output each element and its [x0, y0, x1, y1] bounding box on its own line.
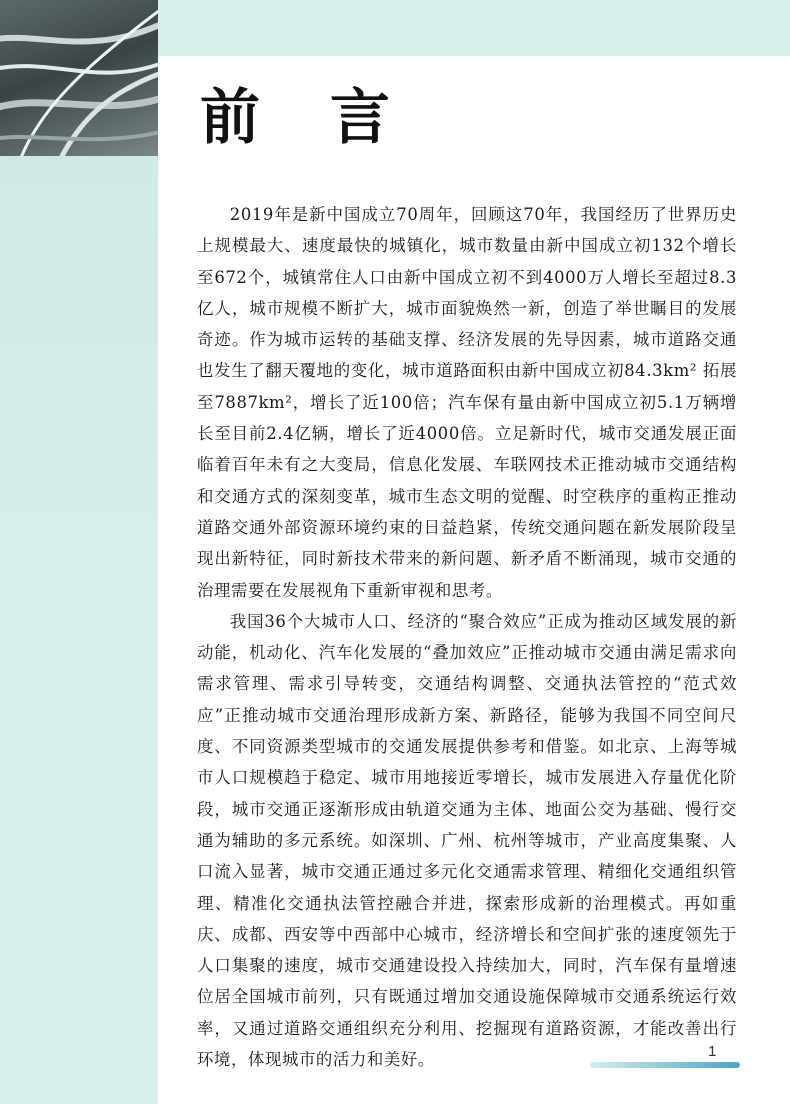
page-number-bar: [590, 1062, 740, 1068]
body-text: [197, 199, 737, 1075]
highway-interchange-photo: [0, 0, 158, 156]
page-number: 1: [708, 1043, 717, 1060]
top-accent-band: [158, 0, 790, 56]
page-title: 前言: [200, 83, 460, 153]
paragraph-1: 2019年是新中国成立70周年，回顾这70年，我国经历了世界历史上规模最大、速度最快的城镇化，城市数量由新中国成立初132个增长至672个，城镇常住人口由新中国成立初不到4000万人增长至超过8.3亿人，城市规模不断扩大，城市面貌焕然一新，创造了举世瞩目的发展奇迹。作为城市运转的基础支撑、经济发展的先导因素，城市道路交通也发生了翻天覆地的变化，城市道路面积由新中国成立初84.3km² 拓展至7887km²，增长了近100倍；汽车保有量由新中国成立初5.1万辆增长至目前2.4亿辆，增长了近4000倍。立足新时代，城市交通发展正面临着百年未有之大变局，信息化发展、车联网技术正推动城市交通结构和交通方式的深刻变革，城市生态文明的觉醒、时空秩序的重构正推动道路交通外部资源环境约束的日益趋紧，传统交通问题在新发展阶段呈现出新特征，同时新技术带来的新问题、新矛盾不断涌现，城市交通的治理需要在发展视角下重新审视和思考。: [197, 205, 737, 600]
paragraph-2: 我国36个大城市人口、经济的“聚合效应”正成为推动区域发展的新动能，机动化、汽车化发展的“叠加效应”正推动城市交通由满足需求向需求管理、需求引导转变，交通结构调整、交通执法管控的“范式效应”正推动城市交通治理形成新方案、新路径，能够为我国不同空间尺度、不同资源类型城市的交通发展提供参考和借鉴。如北京、上海等城市人口规模趋于稳定、城市用地接近零增长，城市发展进入存量优化阶段，城市交通正逐渐形成由轨道交通为主体、地面公交为基础、慢行交通为辅助的多元系统。如深圳、广州、杭州等城市，产业高度集聚、人口流入显著，城市交通正通过多元化交通需求管理、精细化交通组织管理、精准化交通执法管控融合并进，探索形成新的治理模式。再如重庆、成都、西安等中西部中心城市，经济增长和空间扩张的速度领先于人口集聚的速度，城市交通建设投入持续加大，同时，汽车保有量增速位居全国城市前列，只有既通过增加交通设施保障城市交通系统运行效率，又通过道路交通组织充分利用、挖掘现有道路资源，才能改善出行环境，体现城市的活力和美好。: [197, 611, 737, 1070]
side-accent-strip: [0, 156, 158, 1104]
